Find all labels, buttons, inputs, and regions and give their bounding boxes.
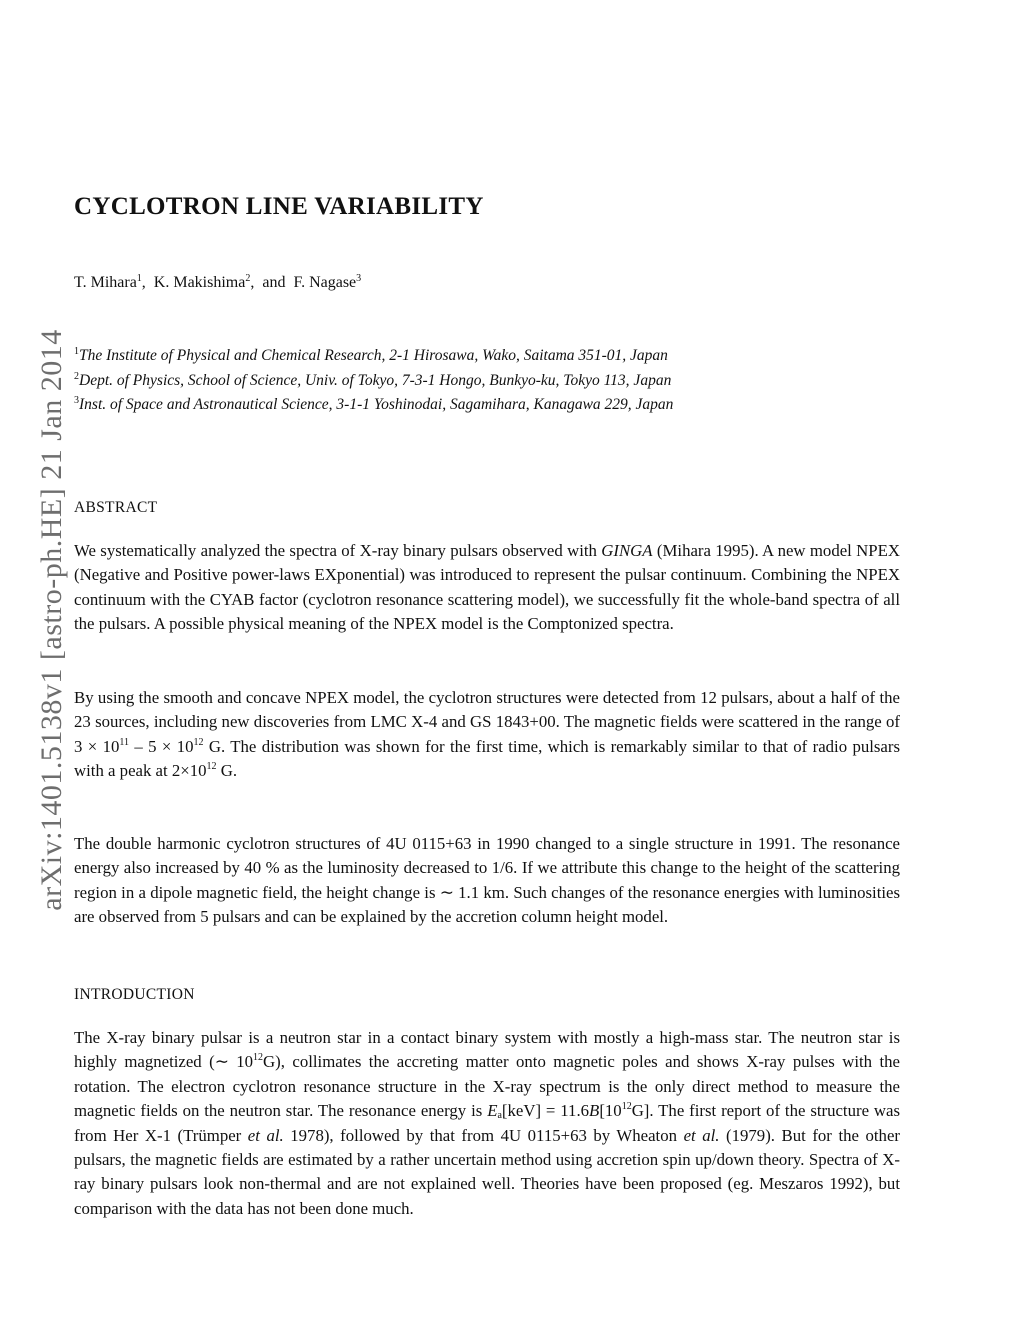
affiliation-line <box>74 344 904 369</box>
arxiv-identifier-stamp: arXiv:1401.5138v1 [astro-ph.HE] 21 Jan 2014 <box>35 329 68 911</box>
author-name: F. Nagase <box>293 274 357 291</box>
author-affiliation-mark: 2 <box>245 273 251 284</box>
author-name: T. Mihara <box>74 274 137 291</box>
affiliation-line <box>74 369 904 394</box>
ginga-satellite-name: GINGA <box>601 541 653 560</box>
affiliation-number: 1 <box>74 346 79 357</box>
author-conjunction: and <box>262 274 286 291</box>
affiliation-list <box>74 344 904 418</box>
affiliation-text: The Institute of Physical and Chemical Research, 2-1 Hirosawa, Wako, Saitama 351-01, Japan <box>79 347 668 364</box>
author-separator: , <box>250 274 255 291</box>
author-affiliation-mark: 3 <box>356 273 362 284</box>
abstract-paragraph-3: The double harmonic cyclotron structures of 4U 0115+63 in 1990 changed to a single structure in 1991. The resonance energy also increased by 40 % as the luminosity decreased to 1/6. If we attribute this change to the height of the scattering region in a dipole magnetic field, the height change is ∼ 1.1 km. Such changes of the resonance energies with luminosities are observed from 5 pulsars and can be explained by the accretion column height model. <box>74 834 900 927</box>
affiliation-number: 3 <box>74 395 79 406</box>
affiliation-text: Dept. of Physics, School of Science, Univ. of Tokyo, 7-3-1 Hongo, Bunkyo-ku, Tokyo 113, Japan <box>79 371 672 389</box>
author-affiliation-mark: 1 <box>136 273 142 284</box>
abstract-paragraph-1: We systematically analyzed the spectra of X-ray binary pulsars observed with GINGA (Mihara 1995). A new model NPEX (Negative and Positive power-laws EXponential) was introduced to represent the pulsar continuum. Combining the NPEX continuum with the CYAB factor (cyclotron resonance scattering model), we successfully fit the whole-band spectra of all the pulsars. A possible physical meaning of the NPEX model is the Comptonized spectra. <box>74 541 900 634</box>
author-separator: , <box>141 274 146 291</box>
abstract-paragraph-2: By using the smooth and concave NPEX model, the cyclotron structures were detected from 12 pulsars, about a half of the 23 sources, including new discoveries from LMC X-4 and GS 1843+00. The magnetic fields were scattered in the range of $3 \times 10^{11} - 5 \times 10^{12}$ G. The distribution was shown for the first time, which is remarkably similar to that of radio pulsars with a peak at $2\times 10^{12}$ G. <box>74 688 901 781</box>
author-name: K. Makishima <box>153 274 246 291</box>
affiliation-line <box>74 393 904 418</box>
affiliation-number: 2 <box>74 370 79 382</box>
affiliation-text: Inst. of Space and Astronautical Science, 3-1-1 Yoshinodai, Sagamihara, Kanagawa 229, Japan <box>79 396 674 413</box>
introduction-paragraph-1: The X-ray binary pulsar is a neutron star in a contact binary system with mostly a high-mass star. The neutron star is highly magnetized (∼ $10^{12}G$), collimates the accreting matter onto magnetic poles and shows X-ray pulses with the rotation. The electron cyclotron resonance structure in the X-ray spectrum is the only direct method to measure the magnetic fields on the neutron star. The resonance energy is $E_a[keV] = 11.6B[10^{12}G]$. The first report of the structure was from Her X-1 (Trümper et al. 1978), followed by that from 4U 0115+63 by Wheaton et al. (1979). But for the other pulsars, the magnetic fields are estimated by a rather uncertain method using accretion spin up/down theory. Spectra of X-ray binary pulsars look non-thermal and are not explained well. Theories have been proposed (eg. Meszaros 1992), but comparison with the data has not been done much. <box>74 1028 901 1218</box>
abstract-heading: ABSTRACT <box>74 499 158 516</box>
introduction-heading: INTRODUCTION <box>74 986 195 1003</box>
author-list <box>74 274 361 292</box>
paper-title: CYCLOTRON LINE VARIABILITY <box>74 193 484 220</box>
